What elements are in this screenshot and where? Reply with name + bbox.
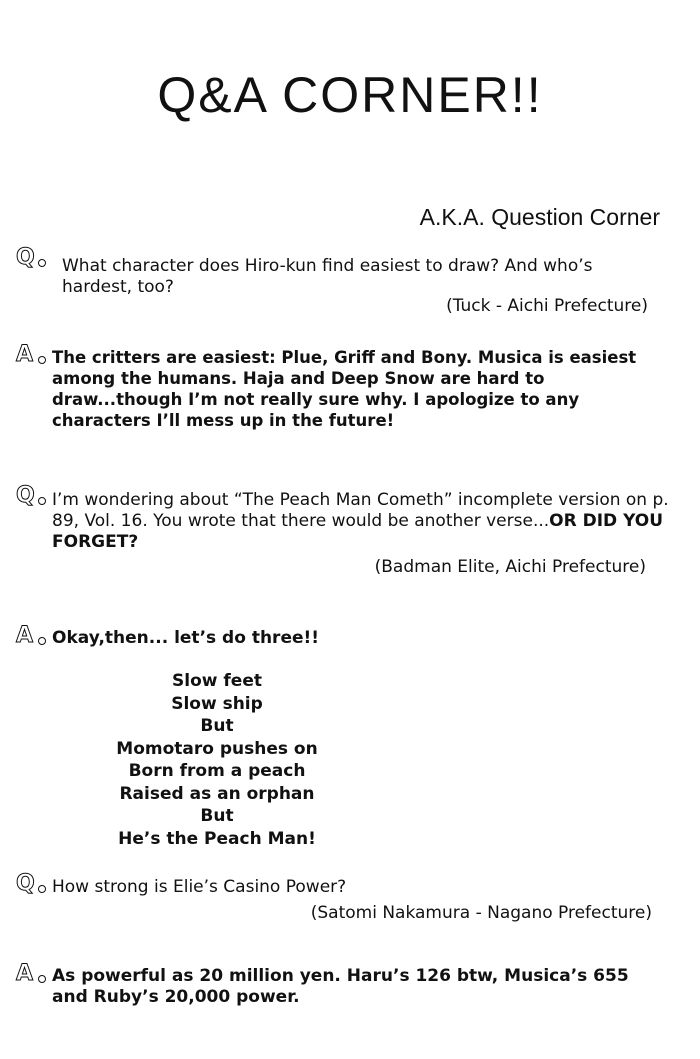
poem-line: Momotaro pushes on — [116, 738, 318, 759]
answer-2-text: Okay,then... let’s do three!! — [52, 628, 320, 648]
answer-3-text: As powerful as 20 million yen. Haru’s 126 btw, Musica’s 655 and Ruby’s 20,000 power. — [52, 966, 629, 1007]
question-2-body: I’m wondering about “The Peach Man Cometh” incomplete version on p. 89, Vol. 16. You wrote that there would be another verse... — [52, 490, 669, 531]
question-3-source: (Satomi Nakamura - Nagano Prefecture) — [310, 903, 652, 923]
question-marker-icon: Q — [16, 246, 46, 270]
poem-line: But — [200, 716, 234, 736]
page-title: Q&A CORNER!! — [157, 67, 543, 123]
answer-marker-icon: A — [16, 343, 46, 367]
poem-line: Slow ship — [171, 693, 263, 714]
answer-marker-icon: A — [16, 624, 46, 648]
poem-line: Slow feet — [172, 671, 262, 691]
answer-marker-icon: A — [16, 962, 46, 986]
question-3-text: How strong is Elie’s Casino Power? — [52, 877, 347, 897]
poem-line: He’s the Peach Man! — [118, 828, 316, 849]
question-marker-icon: Q — [16, 484, 46, 508]
question-2-source: (Badman Elite, Aichi Prefecture) — [374, 557, 646, 577]
question-1-source: (Tuck - Aichi Prefecture) — [446, 296, 648, 316]
question-1-text: What character does Hiro-kun find easiest to draw? And who’s hardest, too? — [62, 256, 593, 297]
answer-1-text: The critters are easiest: Plue, Griff and Bony. Musica is easiest among the humans. Haja and Deep Snow are hard to draw...though I’m not really sure why. I apologize to any characters I’ll mess up in the future! — [52, 348, 637, 430]
poem-line: Born from a peach — [128, 761, 306, 781]
question-marker-icon: Q — [16, 872, 46, 896]
poem-line: Raised as an orphan — [119, 783, 315, 804]
peach-man-poem — [0, 670, 434, 850]
question-2-text — [52, 490, 672, 553]
page-subtitle: A.K.A. Question Corner — [419, 204, 660, 230]
poem-line: But — [200, 806, 234, 826]
question-2-emphasis: OR DID YOU FORGET? — [52, 511, 664, 552]
